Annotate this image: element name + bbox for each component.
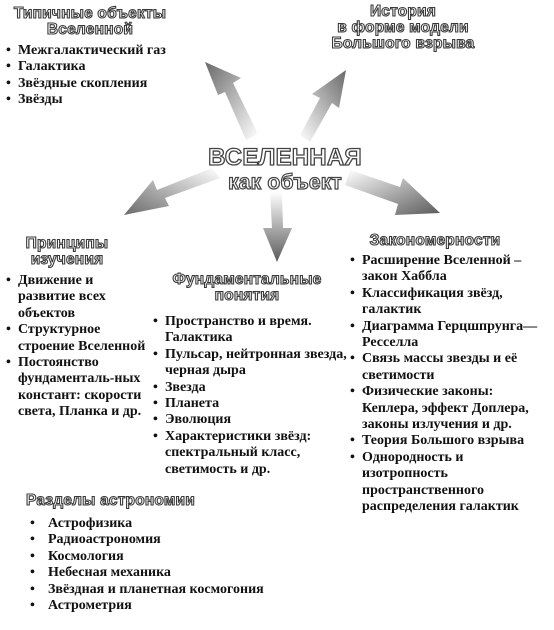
list-item: • Эволюция <box>153 412 347 428</box>
fundamentals-title-line2: понятия <box>214 287 280 304</box>
arrow-up-right <box>300 70 346 142</box>
history-title-line1: История <box>369 3 437 20</box>
fundamentals-title-line1: Фундаментальные <box>172 271 322 288</box>
list-item: • Галактика <box>6 59 206 75</box>
list-item: • Астрофизика <box>30 516 320 532</box>
list-item: • Диаграмма Герцшпрунга—Ресселла <box>350 319 550 352</box>
list-item: • Структурное строение Вселенной <box>6 322 148 355</box>
list-item: • Межгалактический газ <box>6 43 206 59</box>
list-item: • Звезда <box>153 380 347 396</box>
history-title-line2: в форме модели <box>337 19 469 36</box>
list-item: • Небесная механика <box>30 565 320 581</box>
list-item: • Радиоастрономия <box>30 532 320 548</box>
list-item: • Теория Большого взрыва <box>350 433 550 449</box>
list-item: • Характеристики звёзд: спектральный класс, светимость и др. <box>153 429 347 478</box>
list-item: • Движение и развитие всех объектов <box>6 273 148 322</box>
list-item: • Расширение Вселенной – закон Хаббла <box>350 253 550 286</box>
typical-objects-list <box>6 43 206 109</box>
laws-title-text: Закономерности <box>369 232 501 249</box>
list-item: • Классификация звёзд, галактик <box>350 286 550 319</box>
astronomy-title-text: Разделы астрономии <box>26 492 196 509</box>
history-title-line3: Большого взрыва <box>331 35 475 52</box>
list-item: • Звёзды <box>6 92 206 108</box>
typical-objects-title <box>0 6 180 38</box>
fundamentals-title <box>152 272 342 304</box>
list-item: • Пространство и время. Галактика <box>153 314 347 347</box>
list-item: • Постоянство фундаменталь-ных констант: скорости света, Планка и др. <box>6 355 148 421</box>
principles-title-line2: изучения <box>30 251 104 268</box>
fundamentals-list <box>153 314 347 478</box>
list-item: • Связь массы звезды и её светимости <box>350 351 550 384</box>
arrow-up-left <box>205 62 258 140</box>
typical-objects-title-line2: Вселенной <box>46 21 134 38</box>
arrow-down <box>263 192 292 262</box>
list-item: • Звёздная и планетная космогония <box>30 582 320 598</box>
laws-title <box>355 233 515 249</box>
center-title-line1: ВСЕЛЕННАЯ <box>208 144 362 171</box>
center-title <box>195 145 375 195</box>
list-item: • Физические законы: Кеплера, эффект Доплера, законы излучения и др. <box>350 384 550 433</box>
list-item: • Пульсар, нейтронная звезда, черная дыра <box>153 347 347 380</box>
list-item: • Космология <box>30 549 320 565</box>
principles-title-line1: Принципы <box>25 235 109 252</box>
typical-objects-title-line1: Типичные объекты <box>13 5 167 22</box>
list-item: • Однородность и изотропность пространственного распределения галактик <box>350 450 550 516</box>
principles-title <box>12 236 122 268</box>
history-title <box>318 4 488 52</box>
list-item: • Звёздные скопления <box>6 76 206 92</box>
astronomy-title <box>26 493 226 509</box>
laws-list <box>350 253 550 516</box>
list-item: • Планета <box>153 396 347 412</box>
list-item: • Астрометрия <box>30 598 320 614</box>
principles-list <box>6 273 148 421</box>
center-title-line2: как объект <box>228 171 342 194</box>
astronomy-list <box>30 516 320 614</box>
